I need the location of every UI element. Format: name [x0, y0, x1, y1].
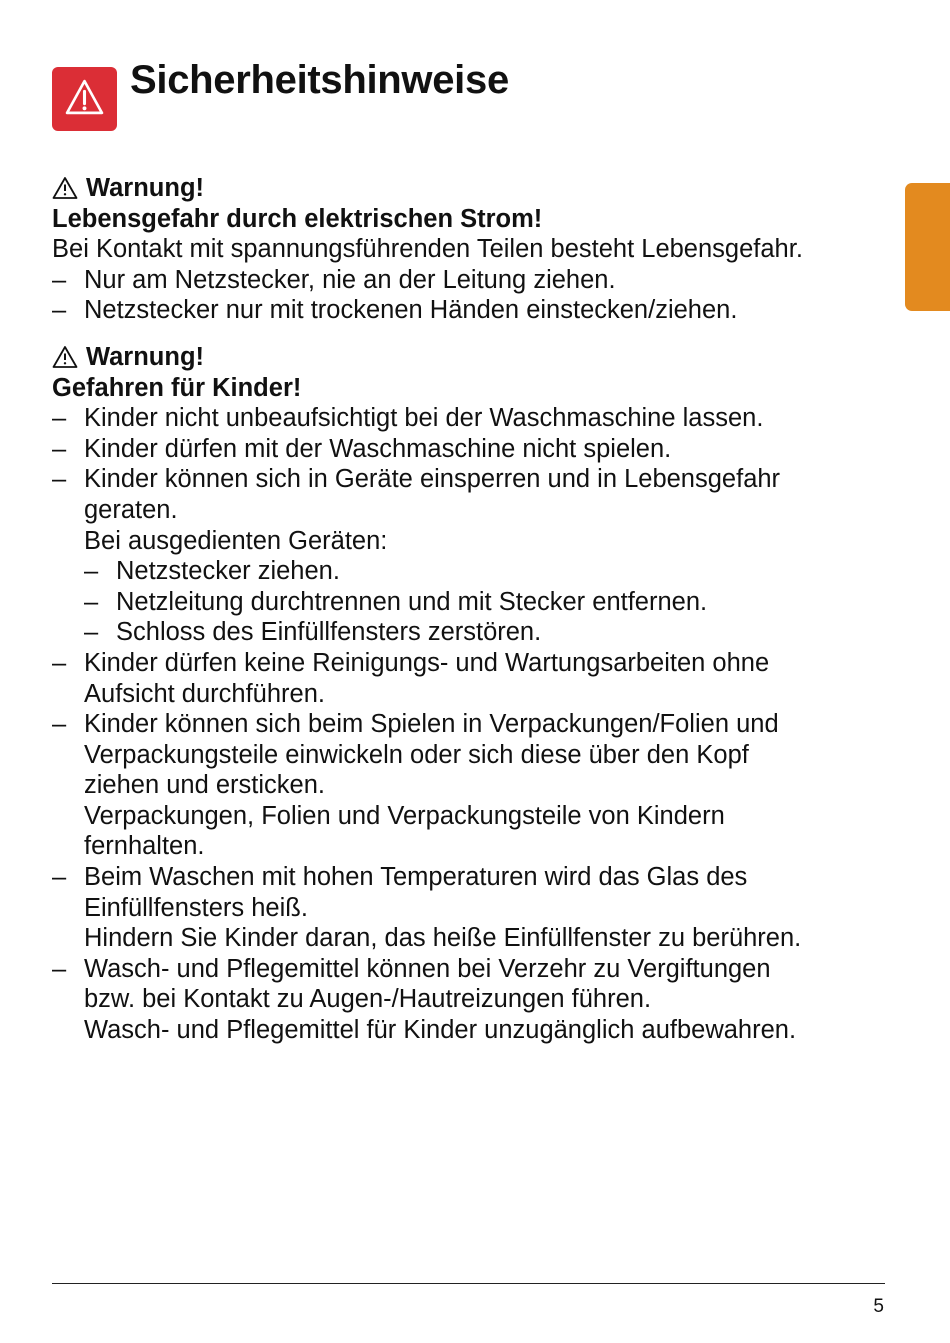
list-item [52, 434, 902, 465]
list-dash: – [52, 265, 67, 294]
list-item [52, 709, 902, 862]
list-dash: – [52, 710, 67, 739]
warning-intro: Bei Kontakt mit spannungsführenden Teilen besteht Lebensgefahr. [52, 235, 803, 264]
safety-content [52, 173, 902, 1062]
list-item-line: Wasch- und Pflegemittel für Kinder unzugänglich aufbewahren. [84, 1016, 797, 1045]
warning-headline: Gefahren für Kinder! [52, 373, 302, 402]
sub-list-item [84, 587, 902, 618]
list-dash: – [52, 954, 67, 983]
list-item-line: Einfüllfensters heiß. [84, 893, 308, 922]
list-dash: – [84, 618, 99, 647]
list-item-line: geraten. [84, 495, 178, 524]
list-dash: – [52, 863, 67, 892]
warning-label-text: Warnung! [86, 342, 205, 371]
list-dash: – [84, 557, 99, 586]
list-item [52, 648, 902, 709]
list-item [52, 954, 902, 1046]
list-item-line: Kinder können sich in Geräte einsperren und in Lebensgefahr [84, 465, 781, 494]
list-item-line: ziehen und ersticken. [84, 771, 325, 800]
list-dash: – [52, 465, 67, 494]
sub-list-item-text: Netzstecker ziehen. [116, 557, 340, 586]
list-item-line: Aufsicht durchführen. [84, 679, 325, 708]
warning-triangle-icon [52, 345, 86, 369]
warning-label-text: Warnung! [86, 174, 205, 202]
footer-divider [52, 1283, 885, 1284]
sub-list-item-text: Schloss des Einfüllfensters zerstören. [116, 618, 542, 647]
list-item-line: Verpackungsteile einwickeln oder sich diese über den Kopf [84, 740, 749, 769]
list-item-line: Nur am Netzstecker, nie an der Leitung ziehen. [84, 265, 616, 294]
list-dash: – [84, 587, 99, 616]
warning-triangle-icon [52, 176, 86, 200]
list-item [52, 403, 902, 434]
list-item-line: Kinder nicht unbeaufsichtigt bei der Waschmaschine lassen. [84, 404, 764, 433]
warning-label [52, 173, 902, 204]
list-item-line: Kinder dürfen keine Reinigungs- und Wartungsarbeiten ohne [84, 648, 770, 677]
sub-list-item [84, 556, 902, 587]
warning-triangle-icon [64, 77, 105, 118]
list-dash: – [52, 648, 67, 677]
list-item [52, 862, 902, 954]
chapter-tab [905, 183, 950, 311]
list-item [52, 464, 902, 648]
list-dash: – [52, 296, 67, 325]
list-item-line: fernhalten. [84, 832, 205, 861]
list-item-line: Bei ausgedienten Geräten: [84, 526, 388, 555]
warning-block [52, 173, 902, 326]
sub-list-item [84, 617, 902, 648]
warning-label [52, 342, 902, 373]
list-item [52, 295, 902, 326]
list-dash: – [52, 404, 67, 433]
list-item-line: Kinder können sich beim Spielen in Verpackungen/Folien und [84, 710, 779, 739]
warning-headline: Lebensgefahr durch elektrischen Strom! [52, 204, 543, 233]
page-title: Sicherheitshinweise [130, 58, 509, 102]
warning-block [52, 342, 902, 1046]
page-number: 5 [873, 1296, 884, 1317]
sub-list-item-text: Netzleitung durchtrennen und mit Stecker entfernen. [116, 587, 708, 616]
list-item [52, 265, 902, 296]
list-item-line: Kinder dürfen mit der Waschmaschine nicht spielen. [84, 434, 672, 463]
list-item-line: Hindern Sie Kinder daran, das heiße Einfüllfenster zu berühren. [84, 924, 802, 953]
list-item-line: Beim Waschen mit hohen Temperaturen wird das Glas des [84, 863, 748, 892]
list-item-line: Verpackungen, Folien und Verpackungsteile von Kindern [84, 801, 725, 830]
list-item-line: bzw. bei Kontakt zu Augen-/Hautreizungen führen. [84, 985, 652, 1014]
list-item-line: Netzstecker nur mit trockenen Händen einstecken/ziehen. [84, 296, 738, 325]
list-item-line: Wasch- und Pflegemittel können bei Verzehr zu Vergiftungen [84, 954, 771, 983]
list-dash: – [52, 434, 67, 463]
warning-icon-box [52, 67, 117, 131]
